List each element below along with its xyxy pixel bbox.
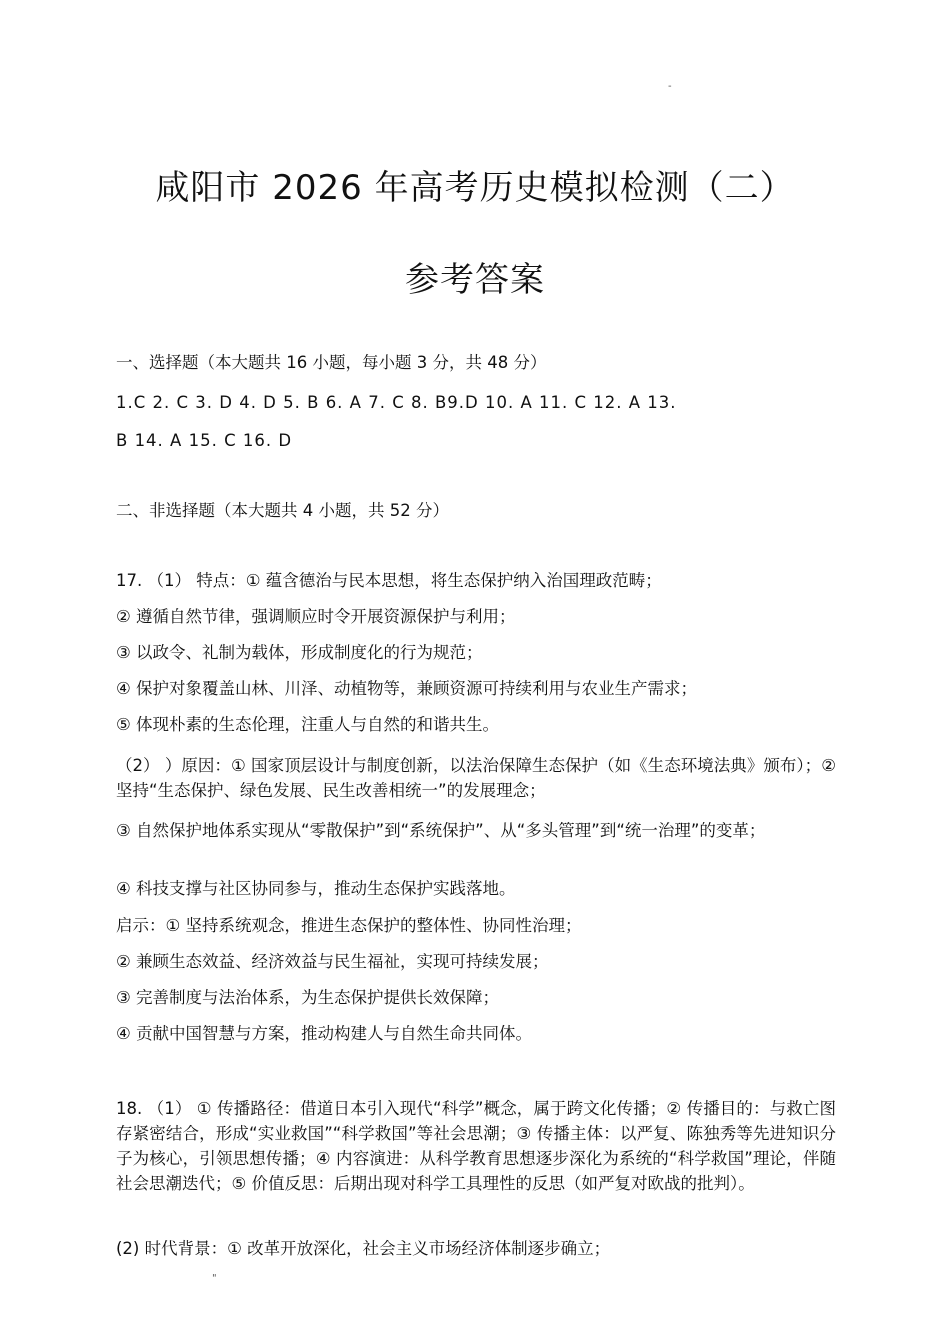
q17-insight-4: ④ 贡献中国智慧与方案，推动构建人与自然生命共同体。 — [116, 1024, 533, 1043]
q17-insight-1: 启示：① 坚持系统观念，推进生态保护的整体性、协同性治理； — [116, 916, 582, 935]
q17-part1-item2: ② 遵循自然节律，强调顺应时令开展资源保护与利用； — [116, 607, 516, 626]
q18-part2: (2) 时代背景：① 改革开放深化，社会主义市场经济体制逐步确立； — [116, 1239, 611, 1258]
top-mark: - — [668, 81, 672, 92]
bottom-mark: " — [212, 1273, 217, 1284]
q17-part1-item5: ⑤ 体现朴素的生态伦理，注重人与自然的和谐共生。 — [116, 715, 500, 734]
q17-part1-intro: 17. （1） 特点：① 蕴含德治与民本思想，将生态保护纳入治国理政范畴； — [116, 571, 662, 590]
answers-line-2: B 14. A 15. C 16. D — [116, 431, 293, 450]
q17-insight-2: ② 兼顾生态效益、经济效益与民生福祉，实现可持续发展； — [116, 952, 549, 971]
document-title: 咸阳市 2026 年高考历史模拟检测（二） — [155, 168, 795, 208]
q17-insight-3: ③ 完善制度与法治体系，为生态保护提供长效保障； — [116, 988, 500, 1007]
answers-line-1: 1.C 2. C 3. D 4. D 5. B 6. A 7. C 8. B9.D 10. A 11. C 12. A 13. — [116, 393, 677, 412]
q17-part2-item4: ④ 科技支撑与社区协同参与，推动生态保护实践落地。 — [116, 879, 516, 898]
q17-part1-item4: ④ 保护对象覆盖山林、川泽、动植物等，兼顾资源可持续利用与农业生产需求； — [116, 679, 698, 698]
q17-part2-item3: ③ 自然保护地体系实现从“零散保护”到“系统保护”、从“多头管理”到“统一治理”的变革； — [116, 821, 766, 840]
document-subtitle: 参考答案 — [405, 260, 545, 300]
q17-part1-item3: ③ 以政令、礼制为载体，形成制度化的行为规范； — [116, 643, 483, 662]
section2-heading: 二、非选择题（本大题共 4 小题，共 52 分） — [116, 501, 449, 520]
q18-part1: 18. （1） ① 传播路径：借道日本引入现代“科学”概念，属于跨文化传播；② 传播目的：与救亡图存紧密结合，形成“实业救国”“科学救国”等社会思潮；③ 传播主体：以严复、陈独秀等先进知识分子为核心，引领思想传播；④ 内容演进：从科学教育思想逐步深化为系统的“科学救国”理论，伴随社会思潮迭代；⑤ 价值反思：后期出现对科学工具理性的反思（如严复对欧战的批判）。 — [116, 1099, 836, 1193]
section1-heading: 一、选择题（本大题共 16 小题，每小题 3 分，共 48 分） — [116, 353, 547, 372]
q17-part2-reasons: （2） ）原因：① 国家顶层设计与制度创新，以法治保障生态保护（如《生态环境法典》颁布）；② 坚持“生态保护、绿色发展、民生改善相统一”的发展理念； — [116, 756, 836, 800]
